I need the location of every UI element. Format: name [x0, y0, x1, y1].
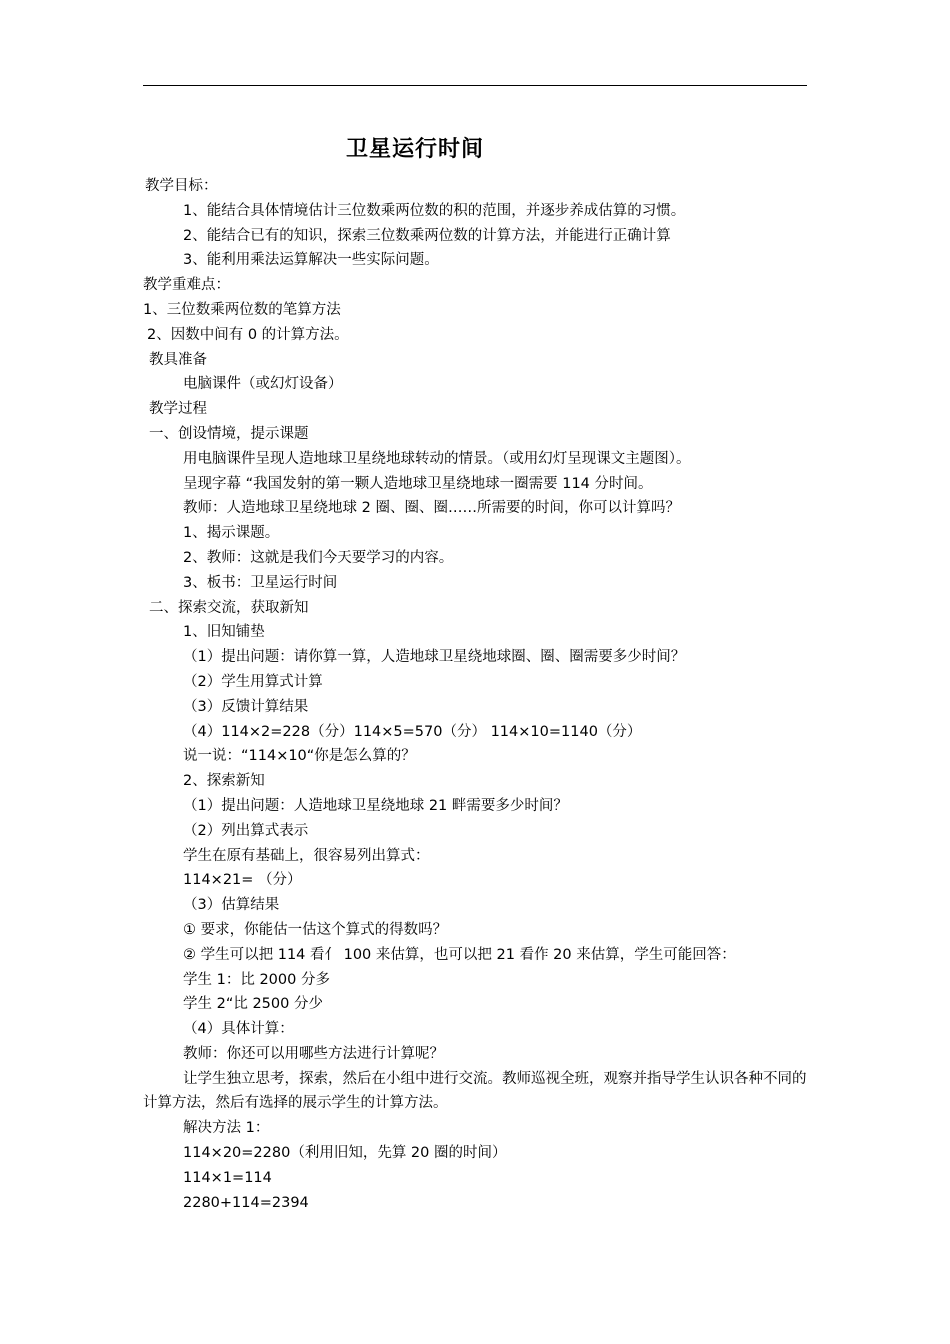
document-title: 卫星运行时间: [345, 137, 484, 162]
header-rule: [143, 85, 807, 86]
document-body: [143, 174, 807, 1215]
text-line: 教学过程: [149, 401, 207, 418]
text-line: 2、探索新知: [183, 773, 265, 790]
text-line: （2）列出算式表示: [183, 822, 309, 839]
text-line: 二、探索交流，获取新知: [149, 599, 309, 616]
text-line: 说一说：“114×10“你是怎么算的？: [183, 748, 416, 765]
text-line: 电脑课件（或幻灯设备）: [183, 376, 343, 393]
text-line: 教师：人造地球卫星绕地球 2 圈、圈、圈……所需要的时间，你可以计算吗？: [183, 500, 680, 517]
text-line: 1、能结合具体情境估计三位数乘两位数的积的范围，并逐步养成估算的习惯。: [183, 202, 686, 219]
text-line: 1、三位数乘两位数的笔算方法: [143, 301, 341, 318]
text-line: 2、因数中间有 0 的计算方法。: [147, 326, 349, 343]
text-line: （4）114×2=228（分）114×5=570（分） 114×10=1140（分）: [183, 723, 642, 740]
text-line: 学生在原有基础上，很容易列出算式：: [183, 847, 430, 864]
text-line: 一、创设情境，提示课题: [149, 425, 309, 442]
text-line: ① 要求，你能估一估这个算式的得数吗？: [183, 921, 448, 938]
text-line: 教学重难点：: [143, 277, 230, 294]
text-line: 2、能结合已有的知识，探索三位数乘两位数的计算方法，并能进行正确计算: [183, 227, 671, 244]
text-line: （1）提出问题：请你算一算，人造地球卫星绕地球圈、圈、圈需要多少时间？: [183, 649, 686, 666]
text-line: 学生 2“比 2500 分少: [183, 996, 323, 1013]
text-paragraph: 让学生独立思考，探索，然后在小组中进行交流。教师巡视全班，观察并指导学生认识各种不同的计算方法，然后有选择的展示学生的计算方法。: [143, 1070, 807, 1112]
text-line: 解决方法 1：: [183, 1120, 270, 1137]
text-line: 教学目标：: [145, 178, 218, 194]
text-line: 114×1=114: [183, 1169, 272, 1186]
text-line: 3、能利用乘法运算解决一些实际问题。: [183, 252, 439, 269]
text-line: （4）具体计算：: [183, 1021, 294, 1038]
text-line: ② 学生可以把 114 看亻 100 来估算，也可以把 21 看作 20 来估算，学生可能回答：: [183, 946, 736, 963]
text-line: 学生 1：比 2000 分多: [183, 971, 330, 988]
text-line: 呈现字幕 “我国发射的第一颗人造地球卫星绕地球一圈需要 114 分时间。: [183, 475, 653, 492]
text-line: 用电脑课件呈现人造地球卫星绕地球转动的情景。（或用幻灯呈现课文主题图）。: [183, 450, 691, 467]
text-line: （3）估算结果: [183, 897, 280, 914]
text-line: 教具准备: [149, 351, 207, 368]
text-line: 2、教师：这就是我们今天要学习的内容。: [183, 549, 454, 566]
text-line: 教师：你还可以用哪些方法进行计算呢？: [183, 1045, 444, 1062]
text-line: （2）学生用算式计算: [183, 673, 323, 690]
text-line: 1、旧知铺垫: [183, 624, 265, 641]
text-line: 114×20=2280（利用旧知，先算 20 圈的时间）: [183, 1145, 507, 1162]
text-line: 1、揭示课题。: [183, 525, 280, 542]
text-line: 114×21= （分）: [183, 872, 302, 889]
text-line: 3、板书：卫星运行时间: [183, 574, 338, 591]
text-line: 2280+114=2394: [183, 1194, 309, 1211]
text-line: （1）提出问题：人造地球卫星绕地球 21 畔需要多少时间？: [183, 797, 568, 814]
text-line: （3）反馈计算结果: [183, 698, 309, 715]
